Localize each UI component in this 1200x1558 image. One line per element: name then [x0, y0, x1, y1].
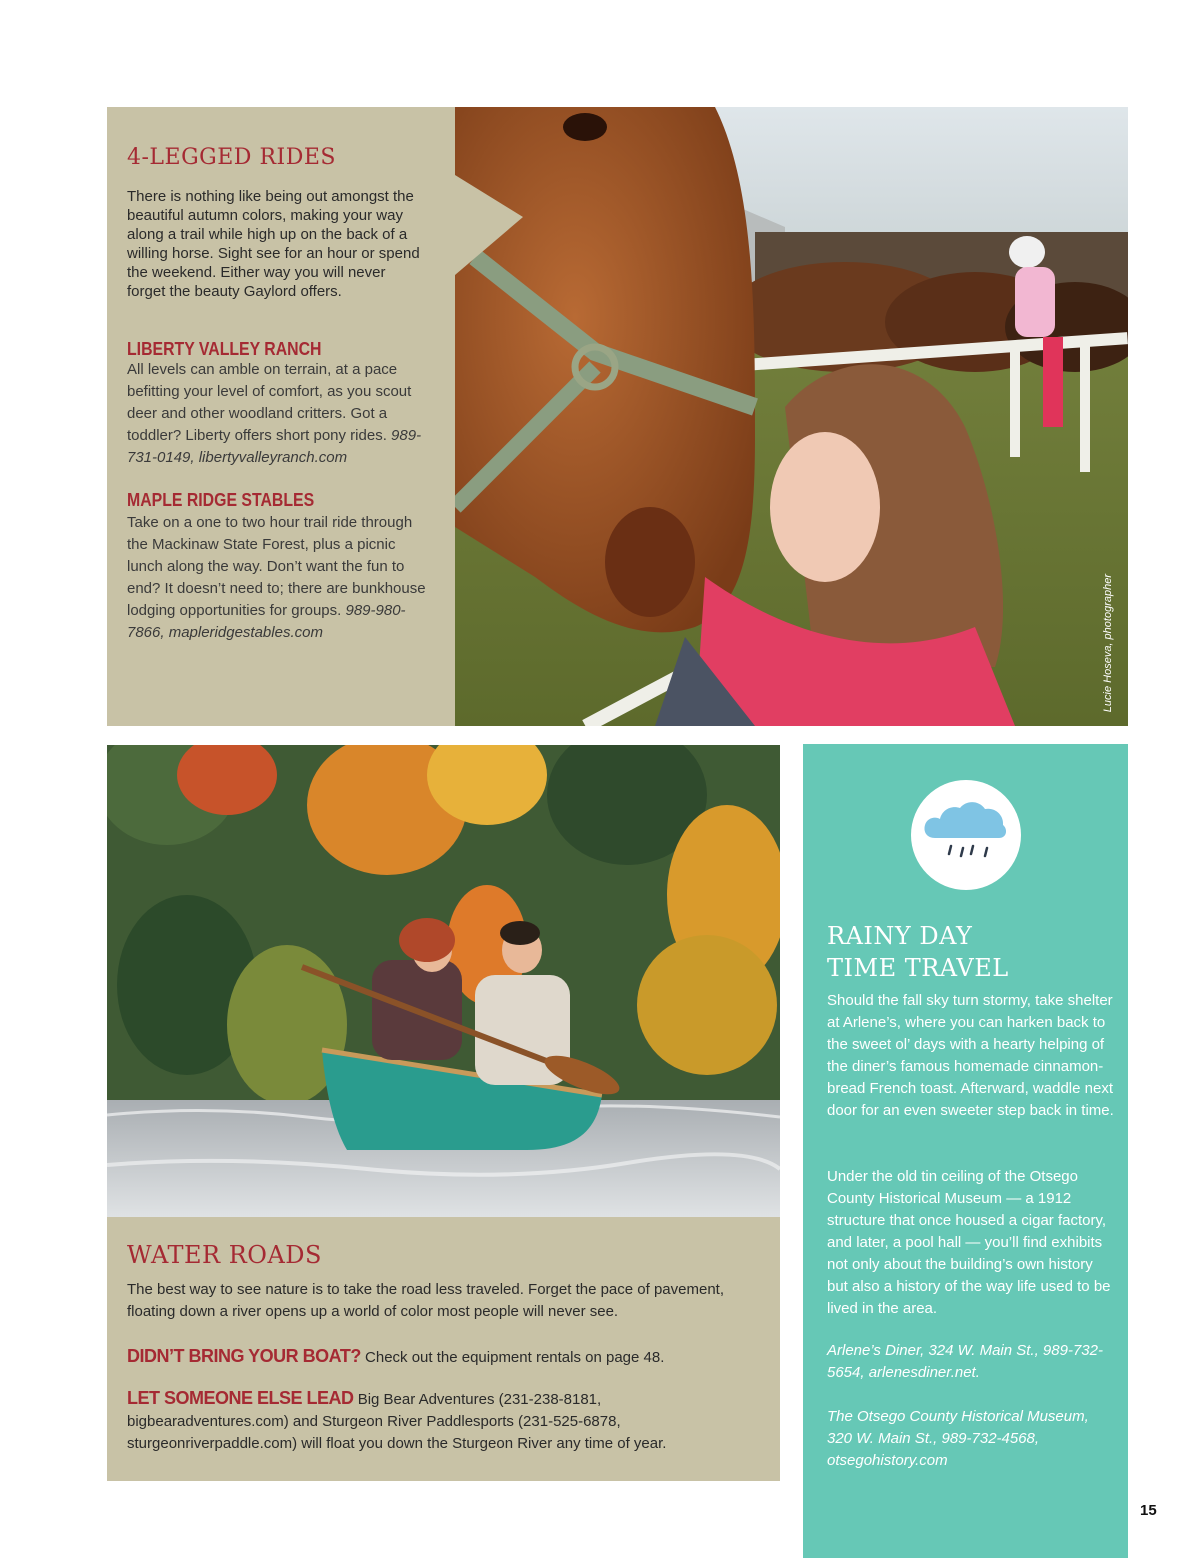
rides-title: 4-LEGGED RIDES: [127, 145, 336, 170]
canoe-illustration: [107, 745, 780, 1217]
guided-float-heading: LET SOMEONE ELSE LEAD: [127, 1388, 354, 1408]
liberty-valley-description: All levels can amble on terrain, at a pace befitting your level of comfort, as you scout deer and other woodland critters. Got a toddler? Liberty offers short pony rides.: [127, 361, 412, 444]
page-number: 15: [1140, 1502, 1157, 1519]
boat-rental-heading: DIDN’T BRING YOUR BOAT?: [127, 1346, 361, 1366]
horse-kiss-photo: [455, 107, 1128, 726]
horse-kiss-illustration: [455, 107, 1128, 726]
guided-float-text: Big Bear Adventures (231-238-8181, bigbearadventures.com) and Sturgeon River Paddlesports (231-525-6878, sturgeonriverpaddle.com) will float you down the Sturgeon River any time of year.: [127, 1391, 667, 1452]
rainy-day-paragraph-diner: Should the fall sky turn stormy, take shelter at Arlene’s, where you can harken back to the sweet ol’ days with a hearty helping of the diner’s famous homemade cinnamon-bread French toast. Afterward, waddle next door for an even sweeter step back in time.: [827, 992, 1114, 1119]
liberty-valley-contact: 989-731-0149, libertyvalleyranch.com: [127, 427, 422, 466]
boat-rental-text: Check out the equipment rentals on page 48.: [365, 1349, 665, 1366]
canoe-photo: [107, 745, 780, 1217]
rides-intro: There is nothing like being out amongst the beautiful autumn colors, making your way along a trail while high up on the back of a willing horse. Sight see for an hour or spend the weekend. Either way you will never forget the beauty Gaylord offers.: [127, 188, 420, 300]
water-roads-intro: The best way to see nature is to take the road less traveled. Forget the pace of pavement, floating down a river opens up a world of color most people will never see.: [127, 1281, 725, 1320]
rainy-day-title-line2: TIME TRAVEL: [827, 954, 1009, 982]
rainy-day-title-line1: RAINY DAY: [827, 922, 973, 950]
water-roads-title: WATER ROADS: [127, 1241, 322, 1269]
liberty-valley-text: [127, 359, 427, 469]
boat-rental-line: [127, 1345, 767, 1369]
photo-credit: Lucie Hoseva, photographer: [1102, 573, 1114, 712]
maple-ridge-heading: MAPLE RIDGE STABLES: [127, 490, 315, 510]
diner-contact: Arlene’s Diner, 324 W. Main St., 989-732-5654, arlenesdiner.net.: [827, 1342, 1103, 1381]
rainy-day-title: [827, 920, 1117, 984]
rainy-day-panel: [803, 744, 1128, 1558]
pointer-arrow: [455, 175, 525, 275]
rain-cloud-icon: [911, 780, 1021, 890]
liberty-valley-heading: LIBERTY VALLEY RANCH: [127, 339, 322, 359]
maple-ridge-contact: 989-980-7866, mapleridgestables.com: [127, 602, 406, 641]
museum-contact: The Otsego County Historical Museum, 320 W. Main St., 989-732-4568, otsegohistory.com: [827, 1408, 1089, 1469]
maple-ridge-description: Take on a one to two hour trail ride through the Mackinaw State Forest, plus a picnic lunch along the way. Don’t want the fun to end? It doesn’t need to; there are bunkhouse lodging opportunities for groups.: [127, 514, 426, 619]
maple-ridge-text: [127, 512, 427, 644]
rides-panel: [107, 107, 455, 726]
water-roads-panel: [107, 1217, 780, 1481]
rainy-day-paragraph-museum: Under the old tin ceiling of the Otsego County Historical Museum — a 1912 structure that once housed a cigar factory, and later, a pool hall — you’ll find exhibits not only about the building’s own history but also a history of the way life used to be lived in the area.: [827, 1168, 1111, 1317]
guided-float-line: [127, 1387, 767, 1455]
